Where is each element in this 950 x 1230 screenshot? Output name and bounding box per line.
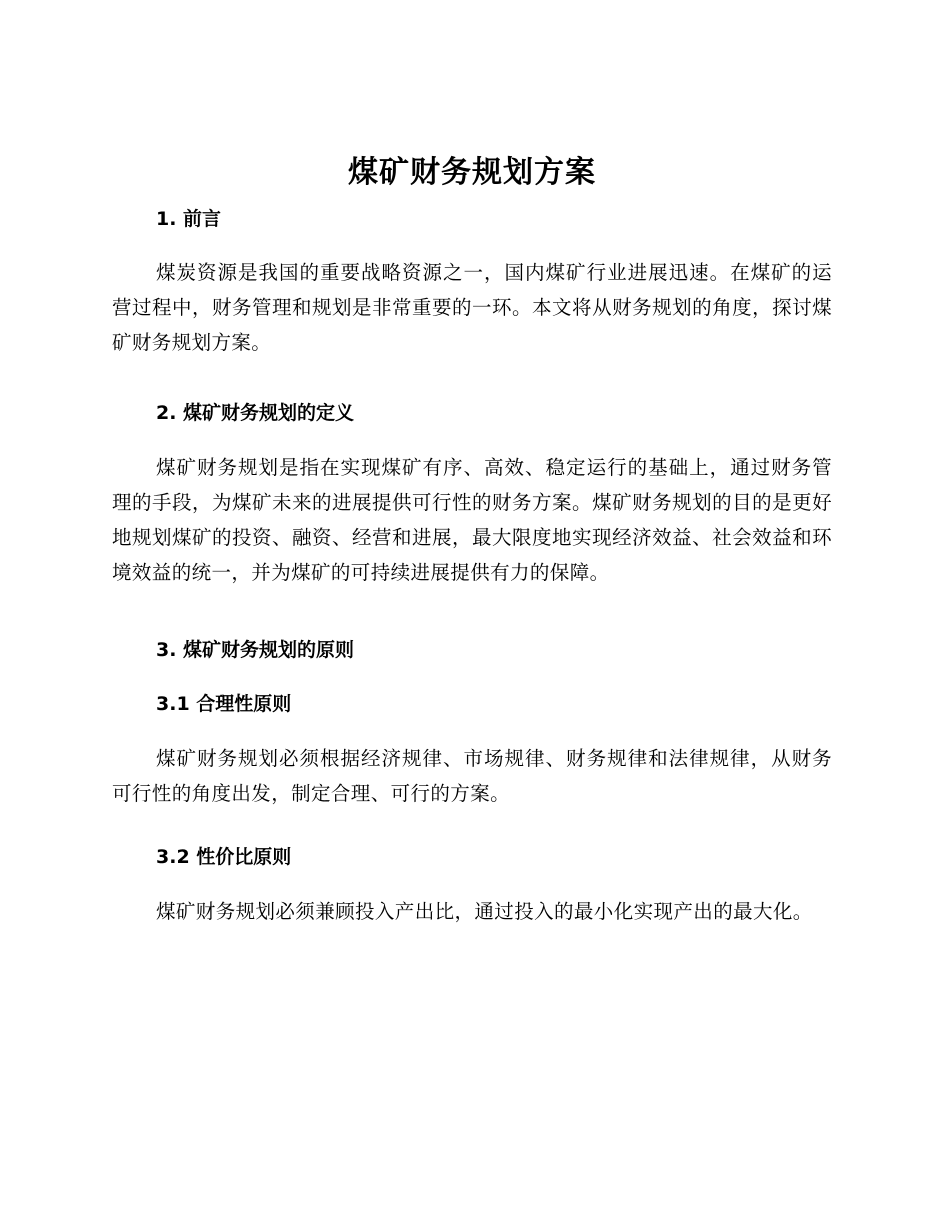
document-title: 煤矿财务规划方案 bbox=[348, 155, 596, 190]
section-heading-definition: 2. 煤矿财务规划的定义 bbox=[156, 402, 355, 424]
section-heading-cost-performance: 3.2 性价比原则 bbox=[156, 846, 292, 868]
paragraph-cost-performance: 煤矿财务规划必须兼顾投入产出比，通过投入的最小化实现产出的最大化。 bbox=[156, 900, 813, 923]
paragraph-rationality: 煤矿财务规划必须根据经济规律、市场规律、财务规律和法律规律，从财务可行性的角度出发，制定合理、可行的方案。 bbox=[112, 747, 832, 805]
section-heading-rationality: 3.1 合理性原则 bbox=[156, 693, 292, 715]
section-heading-principles: 3. 煤矿财务规划的原则 bbox=[156, 639, 355, 661]
paragraph-preface: 煤炭资源是我国的重要战略资源之一，国内煤矿行业进展迅速。在煤矿的运营过程中，财务管理和规划是非常重要的一环。本文将从财务规划的角度，探讨煤矿财务规划方案。 bbox=[112, 261, 832, 354]
section-heading-preface: 1. 前言 bbox=[156, 208, 222, 230]
paragraph-definition: 煤矿财务规划是指在实现煤矿有序、高效、稳定运行的基础上，通过财务管理的手段，为煤矿未来的进展提供可行性的财务方案。煤矿财务规划的目的是更好地规划煤矿的投资、融资、经营和进展，最大限度地实现经济效益、社会效益和环境效益的统一，并为煤矿的可持续进展提供有力的保障。 bbox=[112, 456, 832, 584]
